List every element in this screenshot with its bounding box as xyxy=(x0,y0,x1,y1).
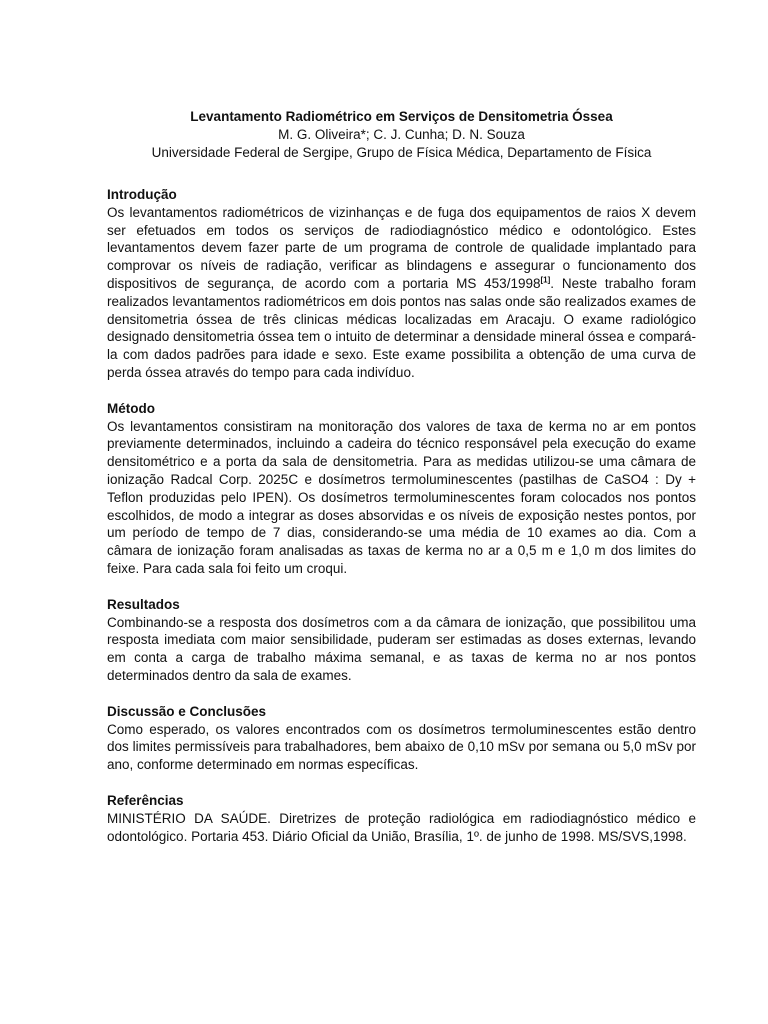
section-heading: Referências xyxy=(107,792,184,808)
paper-title: Levantamento Radiométrico em Serviços de Densitometria Óssea xyxy=(190,109,613,124)
section-body: Combinando-se a resposta dos dosímetros com a da câmara de ionização, que possibilitou uma resposta imediata com maior sensibilidade, puderam ser estimadas as doses externas, levando em conta a carga de trabalho máxima semanal, e as taxas de kerma no ar nos pontos determinados dentro da sala de exames. xyxy=(107,614,696,683)
section-body: Como esperado, os valores encontrados com os dosímetros termoluminescentes estão dentro dos limites permissíveis para trabalhadores, bem abaixo de 0,10 mSv por semana ou 5,0 mSv por ano, conforme determinado em normas específicas. xyxy=(107,721,696,773)
section-heading: Resultados xyxy=(107,596,180,612)
section-heading: Discussão e Conclusões xyxy=(107,703,267,719)
section-discussao xyxy=(107,703,696,774)
reference-marker: [1] xyxy=(540,275,551,285)
section-referencias xyxy=(107,792,696,845)
section-body xyxy=(107,204,696,382)
section-body: Os levantamentos consistiram na monitoração dos valores de taxa de kerma no ar em pontos previamente determinados, incluindo a cadeira do técnico responsável pela execução do exame densitométrico e a porta da sala de densitometria. Para as medidas utilizou-se uma câmara de ionização Radcal Corp. 2025C e dosímetros termoluminescentes (pastilhas de CaSO4 : Dy + Teflon produzidas pelo IPEN). Os dosímetros termoluminescentes foram colocados nos pontos escolhidos, de modo a integrar as doses absorvidas e os níveis de exposição nestes pontos, por um período de tempo de 7 dias, considerando-se uma média de 10 exames ao dia. Com a câmara de ionização foram analisadas as taxas de kerma no ar a 0,5 m e 1,0 m dos limites do feixe. Para cada sala foi feito um croqui. xyxy=(107,418,696,576)
section-metodo xyxy=(107,400,696,578)
paper-affiliation: Universidade Federal de Sergipe, Grupo de Física Médica, Departamento de Física xyxy=(151,145,652,160)
section-heading: Introdução xyxy=(107,187,177,202)
section-resultados xyxy=(107,596,696,685)
reference-entry: MINISTÉRIO DA SAÚDE. Diretrizes de proteção radiológica em radiodiagnóstico médico e odontológico. Portaria 453. Diário Oficial da União, Brasília, 1º. de junho de 1998. MS/SVS,1998. xyxy=(107,810,696,844)
section-heading: Método xyxy=(107,400,155,416)
paper-header xyxy=(103,108,700,162)
body-text: . Neste trabalho foram realizados levantamentos radiométricos em dois pontos nas salas onde são realizados exames de densitometria óssea de três clinicas médicas localizadas em Aracaju. O exame radiológico designado densitometria óssea tem o intuito de determinar a densidade mineral óssea e compará-la com dados padrões para idade e sexo. Este exame possibilita a obtenção de uma curva de perda óssea através do tempo para cada indivíduo. xyxy=(107,275,696,380)
body-text: Os levantamentos radiométricos de vizinhanças e de fuga dos equipamentos de raios X devem ser efetuados em todos os serviços de radiodiagnóstico médico e odontológico. Estes levantamentos devem fazer parte de um programa de controle de qualidade implantado para comprovar os níveis de radiação, verificar as blindagens e assegurar o funcionamento dos dispositivos de segurança, de acordo com a portaria MS 453/1998 xyxy=(107,204,696,291)
paper-authors: M. G. Oliveira*; C. J. Cunha; D. N. Souza xyxy=(278,127,525,142)
section-introducao xyxy=(107,186,696,382)
